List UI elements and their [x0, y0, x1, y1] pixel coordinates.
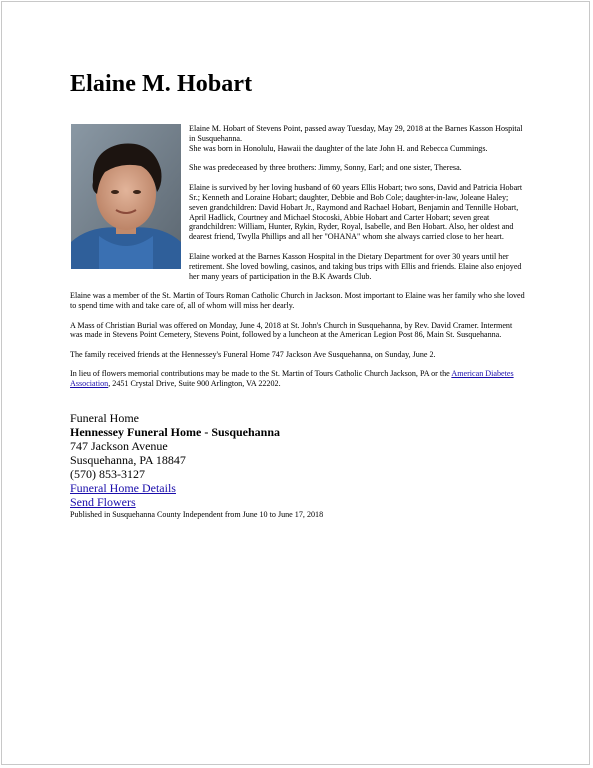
obituary-title: Elaine M. Hobart — [70, 71, 253, 97]
obituary-body — [70, 124, 525, 399]
funeral-home-address-line-1: 747 Jackson Avenue — [70, 439, 168, 453]
obituary-visitation: The family received friends at the Hennessey's Funeral Home 747 Jackson Ave Susquehanna, on Sunday, June 2. — [70, 349, 436, 359]
funeral-home-heading: Funeral Home — [70, 411, 139, 425]
obituary-survivors: Elaine is survived by her loving husband of 60 years Ellis Hobart; two sons, David and Patricia Hobart Sr.; Kenneth and Loraine Hobart; daughter, Debbie and Bob Cole; daughter-in-law, Joleane Haley; seven grandchildren: David Hobart Jr., Raymond and Rachael Hobart, Benjamin and Tennille Hobart, April Hadlick, Courtney and Michael Stocoski, Abbie Hobart and Carter Hobart; seven great grandchildren: William, Hunter, Rykin, Ryder, Royal, Isabelle, and Ben Hobart. Also, her oldest and dearest friend, Twylla Phillips and all her "OHANA" whom she always carried close to her heart. — [189, 182, 523, 242]
send-flowers-link[interactable]: Send Flowers — [70, 495, 136, 509]
photo-spacer — [70, 124, 189, 276]
funeral-home-details-link[interactable]: Funeral Home Details — [70, 481, 176, 495]
funeral-home-phone: (570) 853-3127 — [70, 467, 145, 481]
publication-notice: Published in Susquehanna County Independent from June 10 to June 17, 2018 — [70, 510, 324, 519]
memorial-text-before: In lieu of flowers memorial contributions may be made to the St. Martin of Tours Catholic Church Jackson, PA or the — [70, 369, 452, 379]
obituary-mass: A Mass of Christian Burial was offered on Monday, June 4, 2018 at St. John's Church in Susquehanna, by Rev. David Cramer. Interment was made in Stevens Point Cemetery, Stevens Point, followed by a luncheon at the American Legion Post 86, Main St. Susquehanna. — [70, 320, 513, 340]
obituary-memorial — [70, 369, 525, 389]
funeral-home-address-line-2: Susquehanna, PA 18847 — [70, 453, 186, 467]
obituary-intro-line-2: She was born in Honolulu, Hawaii the daughter of the late John H. and Rebecca Cummings. — [189, 143, 488, 153]
memorial-text-after: , 2451 Crystal Drive, Suite 900 Arlington, VA 22202. — [108, 379, 281, 389]
obituary-predeceased: She was predeceased by three brothers: Jimmy, Sonny, Earl; and one sister, Theresa. — [189, 163, 462, 173]
funeral-home-name: Hennessey Funeral Home - Susquehanna — [70, 425, 281, 439]
funeral-home-section — [70, 411, 470, 520]
obituary-intro-line-1: Elaine M. Hobart of Stevens Point, passed away Tuesday, May 29, 2018 at the Barnes Kasson Hospital in Susquehanna. — [189, 124, 523, 143]
american-diabetes-association-link[interactable]: American Diabetes Association — [70, 369, 514, 389]
obituary-career: Elaine worked at the Barnes Kasson Hospital in the Dietary Department for over 30 years until her retirement. She loved bowling, casinos, and taking bus trips with Ellis and friends. Elaine also enjoyed her many years of participation in the B.K Awards Club. — [189, 251, 522, 281]
obituary-church: Elaine was a member of the St. Martin of Tours Roman Catholic Church in Jackson. Most important to Elaine was her family who she loved to spend time with and take care of, all of whom will miss her dearly. — [70, 291, 525, 311]
